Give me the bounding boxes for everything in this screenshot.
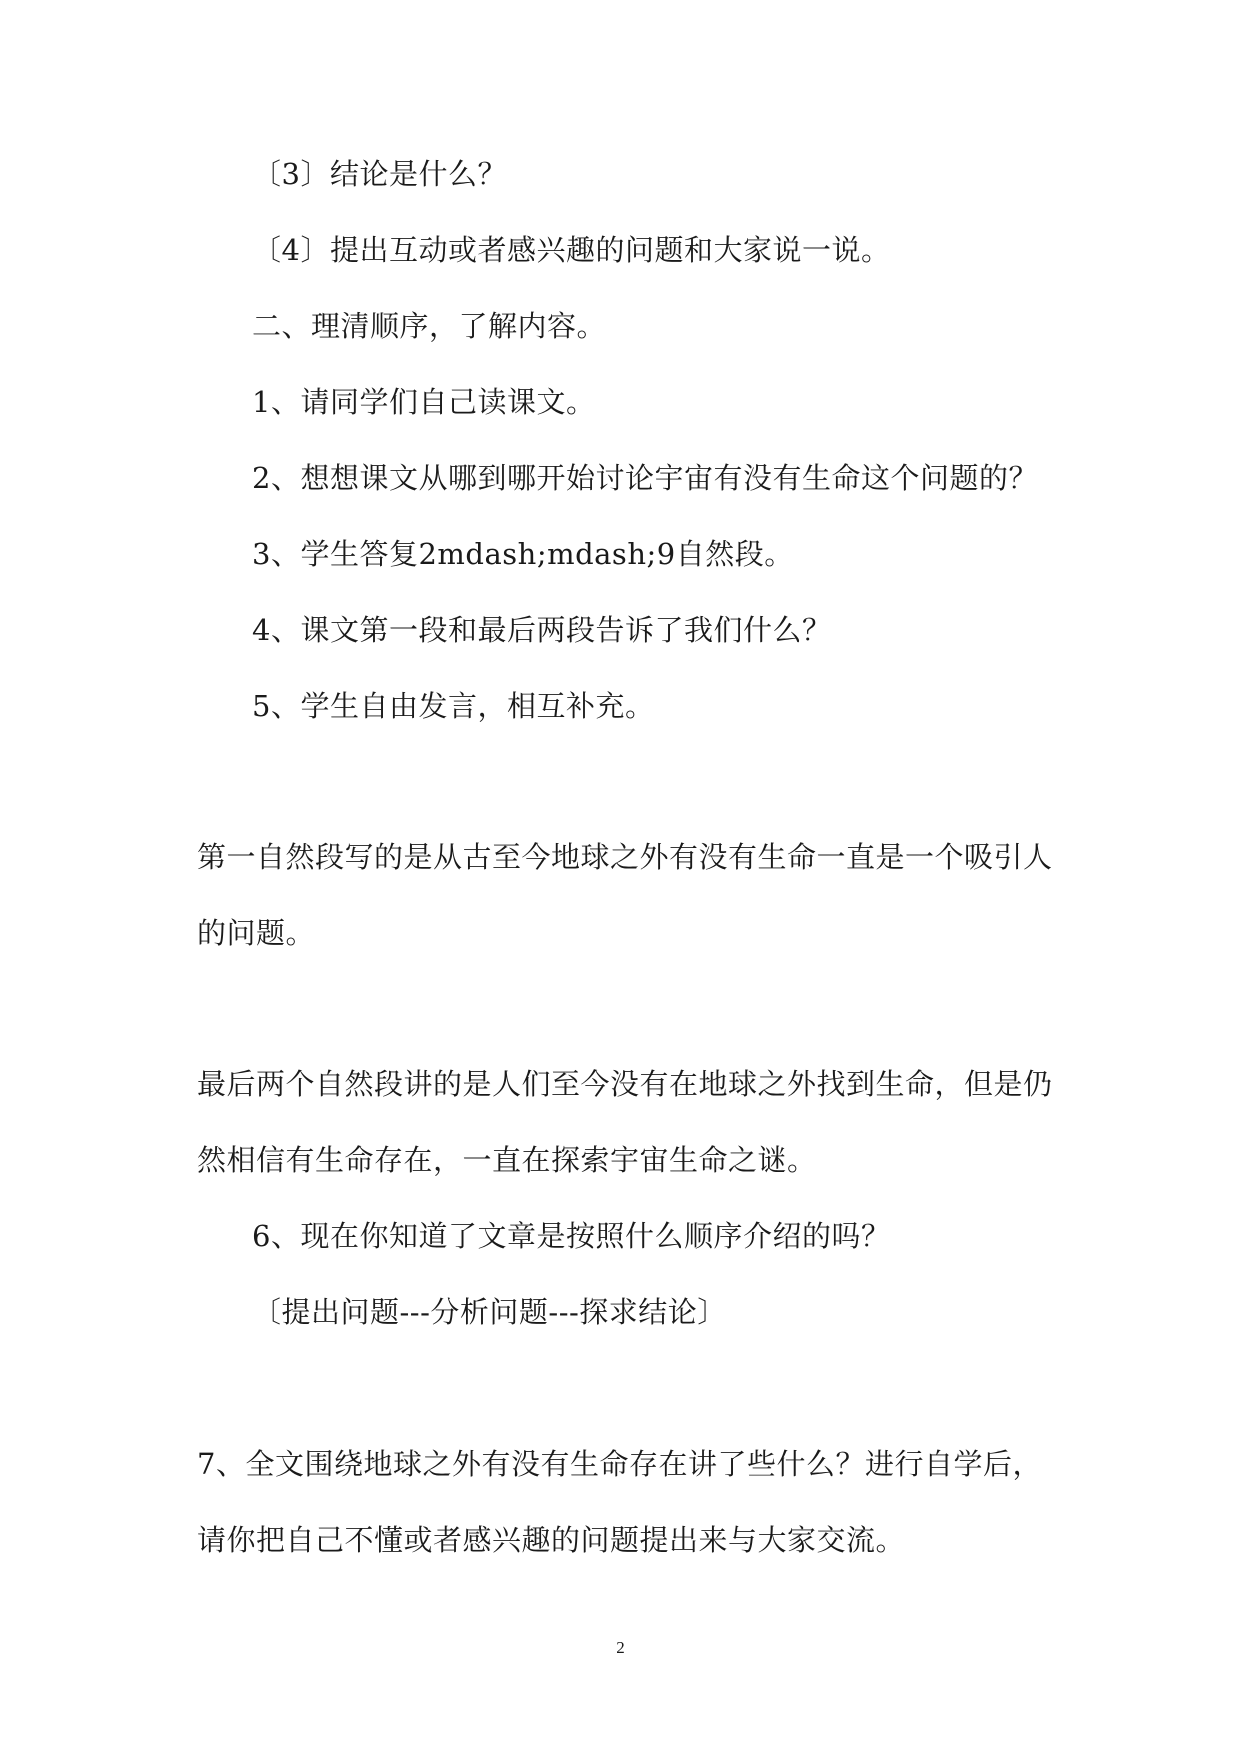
paragraph-line: 7、全文围绕地球之外有没有生命存在讲了些什么？进行自学后， <box>197 1447 1042 1481</box>
paragraph-line: 6、现在你知道了文章是按照什么顺序介绍的吗？ <box>252 1219 891 1253</box>
paragraph-line: 2、想想课文从哪到哪开始讨论宇宙有没有生命这个问题的？ <box>252 461 1038 495</box>
paragraph-line: 〔3〕结论是什么？ <box>252 157 507 191</box>
paragraph-line: 〔提出问题---分析问题---探求结论〕 <box>252 1295 727 1329</box>
paragraph-line: 3、学生答复2mdash;mdash;9自然段。 <box>252 537 794 571</box>
paragraph-line: 5、学生自由发言，相互补充。 <box>252 689 655 723</box>
paragraph-line: 然相信有生命存在，一直在探索宇宙生命之谜。 <box>197 1143 817 1177</box>
section-heading: 二、理清顺序，了解内容。 <box>252 309 607 343</box>
paragraph-line: 〔4〕提出互动或者感兴趣的问题和大家说一说。 <box>252 233 891 267</box>
paragraph-line: 最后两个自然段讲的是人们至今没有在地球之外找到生命，但是仍 <box>197 1067 1053 1101</box>
paragraph-line: 的问题。 <box>197 916 316 950</box>
paragraph-line: 4、课文第一段和最后两段告诉了我们什么？ <box>252 613 832 647</box>
page-number: 2 <box>616 1638 625 1657</box>
paragraph-line: 请你把自己不懂或者感兴趣的问题提出来与大家交流。 <box>197 1523 906 1557</box>
paragraph-line: 第一自然段写的是从古至今地球之外有没有生命一直是一个吸引人 <box>197 840 1053 874</box>
paragraph-line: 1、请同学们自己读课文。 <box>252 385 596 419</box>
